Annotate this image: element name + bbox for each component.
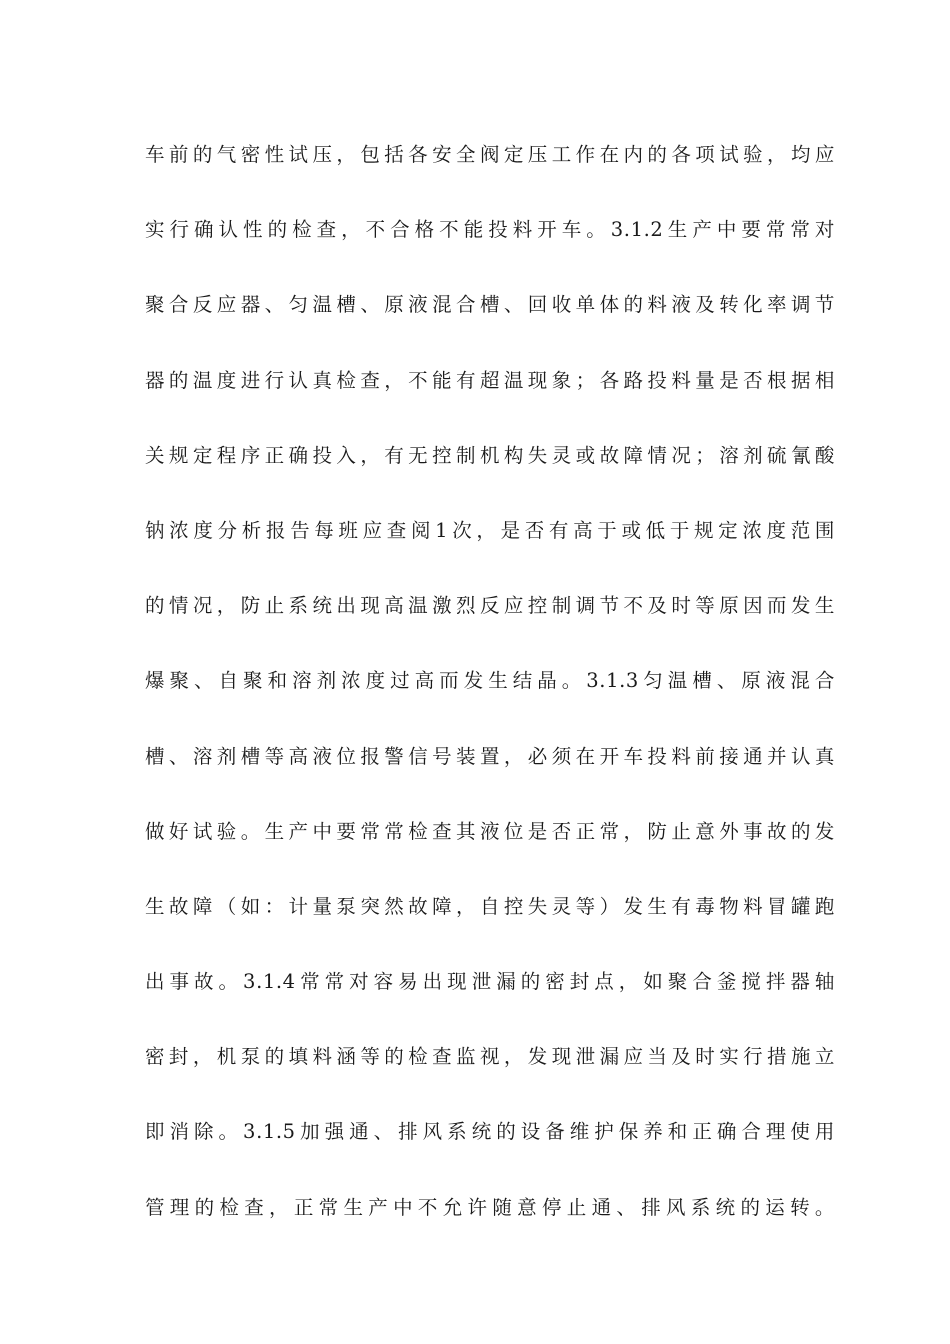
text-line: 车前的气密性试压，包括各安全阀定压工作在内的各项试验，均应	[145, 143, 835, 166]
text-line: 出事故。3.1.4常常对容易出现泄漏的密封点，如聚合釜搅拌器轴	[145, 970, 835, 994]
text-line: 器的温度进行认真检查，不能有超温现象；各路投料量是否根据相	[145, 368, 835, 392]
body-text	[145, 133, 835, 1261]
text-line: 钠浓度分析报告每班应查阅1次，是否有高于或低于规定浓度范围	[145, 518, 835, 542]
text-line: 聚合反应器、匀温槽、原液混合槽、回收单体的料液及转化率调节	[145, 293, 835, 317]
text-line: 实行确认性的检查，不合格不能投料开车。3.1.2生产中要常常对	[145, 218, 835, 242]
text-line: 关规定程序正确投入，有无控制机构失灵或故障情况；溶剂硫氰酸	[145, 443, 835, 467]
text-line: 密封，机泵的填料涵等的检查监视，发现泄漏应当及时实行措施立	[145, 1045, 835, 1069]
text-line: 爆聚、自聚和溶剂浓度过高而发生结晶。3.1.3匀温槽、原液混合	[145, 669, 835, 693]
text-line: 生故障（如：计量泵突然故障，自控失灵等）发生有毒物料冒罐跑	[145, 894, 835, 918]
text-line: 做好试验。生产中要常常检查其液位是否正常，防止意外事故的发	[145, 819, 835, 843]
text-line: 槽、溶剂槽等高液位报警信号装置，必须在开车投料前接通并认真	[145, 744, 835, 768]
text-line: 即消除。3.1.5加强通、排风系统的设备维护保养和正确合理使用	[145, 1120, 835, 1144]
text-line: 的情况，防止系统出现高温激烈反应控制调节不及时等原因而发生	[145, 594, 835, 618]
text-line: 管理的检查，正常生产中不允许随意停止通、排风系统的运转。	[145, 1195, 835, 1219]
